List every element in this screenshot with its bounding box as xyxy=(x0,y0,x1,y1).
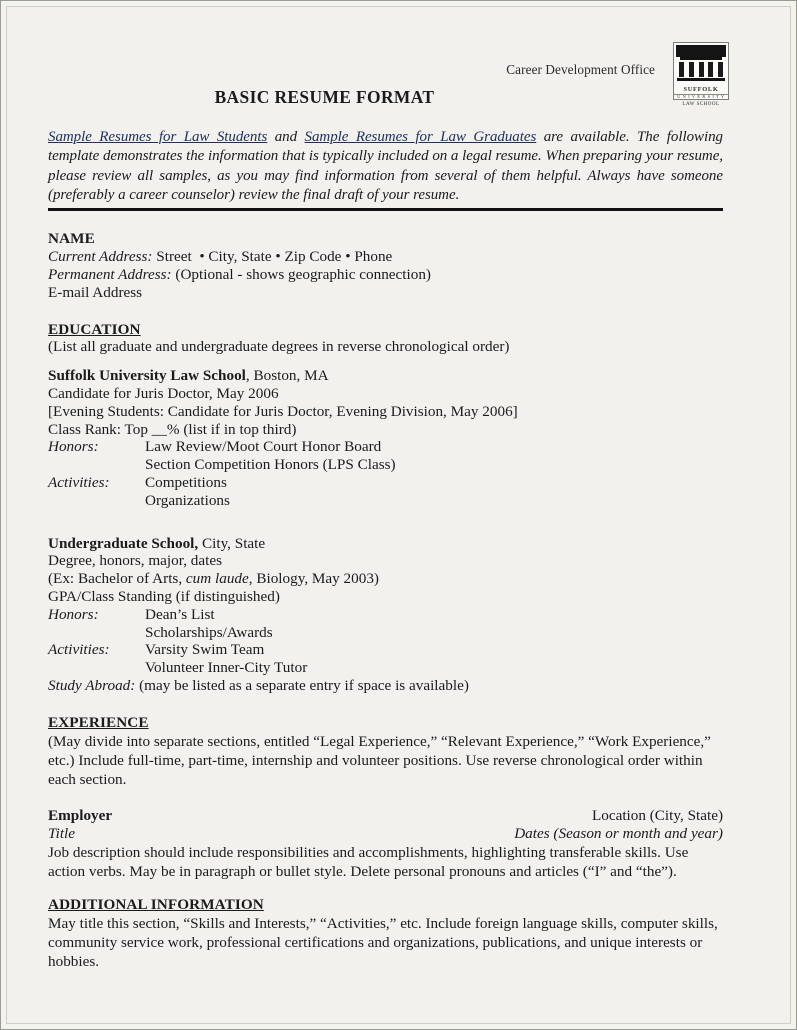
logo-text-law-school: LAW SCHOOL xyxy=(674,94,728,114)
spacer xyxy=(48,510,723,535)
sample-resumes-law-graduates-link[interactable]: Sample Resumes for Law Graduates xyxy=(304,128,537,145)
undergrad-activities-row xyxy=(48,641,723,659)
employer-label: Employer xyxy=(48,807,113,825)
undergrad-degree-line: Degree, honors, major, dates xyxy=(48,552,222,570)
law-school-honors-row xyxy=(48,438,723,456)
undergrad-school-location: City, State xyxy=(198,534,266,552)
job-dates-label: Dates (Season or month and year) xyxy=(514,824,723,842)
employer-location-label: Location (City, State) xyxy=(591,807,723,825)
current-address-value: Street • City, State • Zip Code • Phone xyxy=(152,248,393,266)
name-section-heading: NAME xyxy=(48,230,95,248)
spacer xyxy=(48,356,723,367)
undergrad-example-suffix: , Biology, May 2003) xyxy=(248,570,379,588)
law-school-location: , Boston, MA xyxy=(245,367,329,385)
intro-paragraph xyxy=(48,128,723,206)
page-title: BASIC RESUME FORMAT xyxy=(214,87,435,107)
additional-information-heading: ADDITIONAL INFORMATION xyxy=(48,896,264,914)
law-school-activities-label: Activities: xyxy=(48,473,110,491)
undergrad-activities-label: Activities: xyxy=(48,641,110,659)
law-school-evening-line: [Evening Students: Candidate for Juris Doctor, Evening Division, May 2006] xyxy=(48,402,518,420)
name-section xyxy=(48,230,723,301)
title-dates-row xyxy=(48,825,723,843)
current-address-line xyxy=(48,248,723,266)
study-abroad-line xyxy=(48,677,723,695)
law-school-activities-row xyxy=(48,474,723,492)
law-school-entry xyxy=(48,367,723,509)
law-school-activities-value: Competitions xyxy=(145,473,227,491)
experience-section-heading: EXPERIENCE xyxy=(48,713,149,731)
job-description-note: Job description should include responsibilities and accomplishments, highlighting transferable skills. Use action verbs. May be in paragraph or bullet style. Delete personal pronouns and articles (“I” and “the”). xyxy=(48,843,689,880)
document-content xyxy=(48,25,723,972)
email-address-line: E-mail Address xyxy=(48,283,143,301)
permanent-address-value: (Optional - shows geographic connection) xyxy=(171,266,431,284)
current-address-label: Current Address: xyxy=(48,248,153,266)
additional-information-note: May title this section, “Skills and Interests,” “Activities,” etc. Include foreign language skills, computer skills, community service work, professional certifications and organizations, publications, and unique interests or hobbies. xyxy=(48,914,718,971)
undergrad-honors-row xyxy=(48,606,723,624)
undergrad-school-name: Undergraduate School, xyxy=(48,534,199,552)
experience-section xyxy=(48,714,723,881)
logo-text-university: U N I V E R S I T Y xyxy=(677,94,725,99)
law-school-candidate-line: Candidate for Juris Doctor, May 2006 xyxy=(48,385,279,402)
sample-resumes-law-students-link[interactable]: Sample Resumes for Law Students xyxy=(48,128,268,145)
law-school-name-line xyxy=(48,367,723,385)
undergrad-gpa-line: GPA/Class Standing (if distinguished) xyxy=(48,587,280,605)
header-divider-rule xyxy=(48,208,723,211)
study-abroad-value: (may be listed as a separate entry if space is available) xyxy=(135,676,469,694)
law-school-activities-row-2: Organizations xyxy=(145,491,230,509)
education-section xyxy=(48,321,723,695)
undergrad-example-prefix: (Ex: Bachelor of Arts, xyxy=(48,570,186,588)
career-development-office-label: Career Development Office xyxy=(506,62,655,77)
undergrad-honors-value: Dean’s List xyxy=(145,605,215,623)
undergrad-activities-value: Varsity Swim Team xyxy=(145,641,265,659)
undergrad-activities-row-2: Volunteer Inner-City Tutor xyxy=(145,659,308,677)
study-abroad-label: Study Abroad: xyxy=(48,676,136,694)
education-section-heading: EDUCATION xyxy=(48,320,141,338)
employer-row xyxy=(48,807,723,825)
logo-text-suffolk: SUFFOLK xyxy=(683,86,719,93)
suffolk-law-logo xyxy=(673,42,729,107)
law-school-name: Suffolk University Law School xyxy=(48,367,246,385)
undergrad-example-latin-honors: cum laude xyxy=(185,570,249,588)
intro-conjunction: and xyxy=(267,128,305,145)
law-school-honors-value: Law Review/Moot Court Honor Board xyxy=(145,438,382,456)
undergrad-honors-label: Honors: xyxy=(48,605,99,623)
experience-note: (May divide into separate sections, entitled “Legal Experience,” “Relevant Experience,” “Work Experience,” etc.) Include full-time, part-time, internship and volunteer positions. Use reverse chronological order within each section. xyxy=(48,732,711,788)
law-school-honors-label: Honors: xyxy=(48,438,99,456)
intro-body-text: are available. The following template demonstrates the information that is typically included on a legal resume. When preparing your resume, please review all samples, as you may find information from several of them helpful. Always have someone (preferably a career counselor) review the final draft of your resume. xyxy=(48,128,723,204)
logo-roof-shape xyxy=(676,45,726,57)
logo-columns-shape xyxy=(679,62,723,77)
job-title-label: Title xyxy=(48,824,76,842)
permanent-address-label: Permanent Address: xyxy=(48,266,172,284)
undergrad-honors-row-2: Scholarships/Awards xyxy=(145,623,273,641)
paper-surface xyxy=(6,6,791,1024)
undergrad-school-name-line xyxy=(48,535,723,553)
law-school-honors-row-2: Section Competition Honors (LPS Class) xyxy=(145,456,396,474)
undergraduate-entry xyxy=(48,535,723,695)
law-school-class-rank-line: Class Rank: Top __% (list if in top third) xyxy=(48,420,297,438)
additional-information-section xyxy=(48,896,723,971)
education-note: (List all graduate and undergraduate degrees in reverse chronological order) xyxy=(48,338,510,356)
undergrad-example-line xyxy=(48,570,723,588)
spacer xyxy=(48,789,723,807)
permanent-address-line xyxy=(48,266,723,284)
